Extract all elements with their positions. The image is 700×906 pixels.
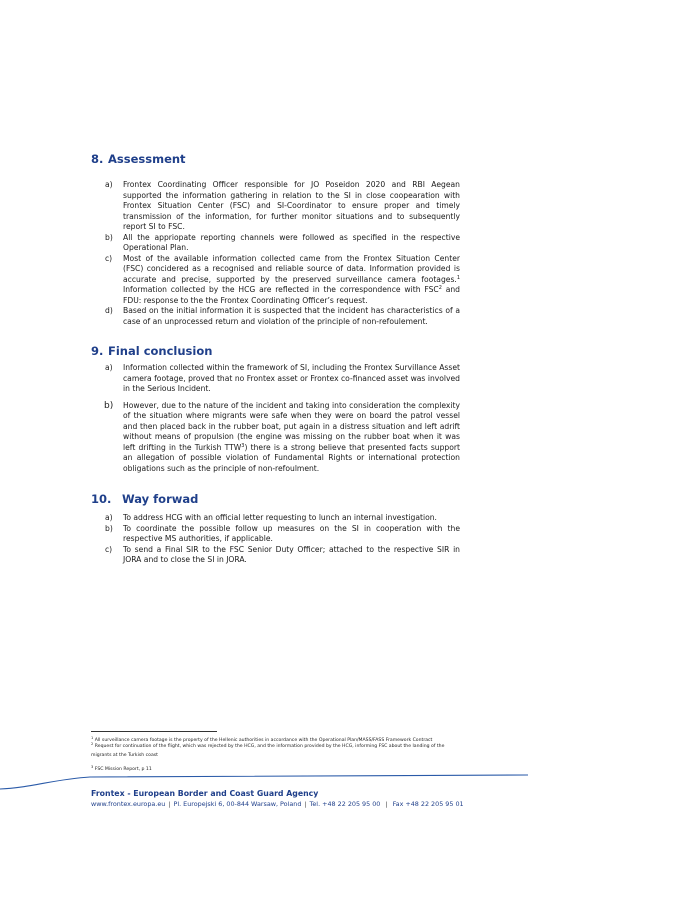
address: Pl. Europejski 6, 00-844 Warsaw, Poland [173, 800, 302, 808]
list-item-text: and FDU: response to the the Frontex Coordinating Officer’s request. [123, 285, 460, 305]
list-marker: a) [105, 363, 113, 372]
footnote-text: FSC Mission Report, p 11 [94, 767, 152, 772]
list-item-text: However, due to the nature of the incident and taking into consideration the complexity of the situation where migrants were safe when they were on board the patrol vessel and then placed back in the rubber boat, put again in a distress situation and left adrift without means of propulsion (the engine was missing on the rubber boat when it was left drifting in the Turkish TTW [123, 400, 460, 452]
assessment-list [91, 180, 460, 327]
list-item [91, 401, 460, 475]
list-item-text: Based on the initial information it is suspected that the incident has characteristics of a case of an unprocessed return and violation of the principle of non-refoulement. [123, 306, 460, 326]
list-marker: c) [105, 544, 113, 554]
footnote-reference: 3 [241, 442, 245, 449]
agency-name: Frontex - European Border and Coast Guard Agency [91, 789, 319, 798]
list-item-text: To address HCG with an official letter requesting to lunch an internal investigation. [123, 513, 437, 522]
separator: | [304, 800, 307, 808]
list-item-text: All the appriopate reporting channels were followed as specified in the respective Operational Plan. [123, 232, 460, 252]
list-marker: b) [104, 400, 114, 411]
list-item-text: Frontex Coordinating Officer responsible for JO Poseidon 2020 and RBI Aegean supported the information gathering in relation to the SI in close coopearation with Frontex Situation Center (FSC) and SI-Coordinator to ensure proper and timely transmission of the information, for further monitor situations and to subsequently report SI to FSC. [123, 180, 460, 231]
footnote-number: 1 [91, 736, 94, 740]
footnote-reference: 1 [456, 274, 460, 281]
list-item-text: To coordinate the possible follow up measures on the SI in cooperation with the respective MS authorities, if applicable. [123, 523, 460, 543]
section-title: Way forwad [122, 492, 199, 506]
list-marker: a) [105, 180, 113, 189]
list-item-text: Information collected within the framework of SI, including the Frontex Survillance Asset camera footage, proved that no Frontex asset or Frontex co-financed asset was involved in the Serious Incident. [123, 363, 460, 393]
footnote-2 [91, 742, 466, 760]
footnote-number: 3 [91, 765, 94, 769]
separator: | [168, 800, 171, 808]
list-marker: c) [105, 253, 113, 263]
list-item-text: ) there is a strong believe that presented facts support an allegation of possible violation of Fundamental Rights or international protection obligations such as the principle of non-refoulment. [123, 442, 460, 473]
list-item-text: To send a Final SIR to the FSC Senior Duty Officer; attached to the respective SIR in JORA and to close the SI in JORA. [123, 544, 460, 564]
list-marker: a) [105, 513, 113, 522]
section-title: Assessment [108, 152, 186, 166]
separator: | [385, 800, 388, 808]
list-item [91, 254, 460, 307]
list-marker: b) [105, 523, 113, 533]
list-marker: d) [105, 306, 113, 315]
section-number: 9. [91, 344, 104, 358]
list-item [91, 363, 460, 395]
footnote-reference: 2 [438, 285, 442, 291]
footnote-text: All surveillance camera footage is the property of the Hellenic authorities in accordance with the Operational Plan/MASS/FASS Framework Contract [94, 738, 433, 743]
footnote-number: 2 [91, 742, 94, 746]
footer-contacts [91, 800, 464, 808]
list-item-text: Information collected by the HCG are reflected in the correspondence with FSC [123, 285, 439, 294]
list-item [91, 545, 460, 566]
footnote-separator [91, 731, 217, 732]
footnote-text: Request for continuation of the flight, which was rejected by the HCG, and the information provided by the HCG, informing FSC about the landing of the migrants at the Turkish coast [91, 744, 445, 758]
list-item [91, 524, 460, 545]
telephone: Tel. +48 22 205 95 00 [309, 800, 383, 808]
section-heading-final-conclusion [91, 344, 212, 358]
section-heading-assessment [91, 152, 186, 166]
section-number: 10. [91, 492, 112, 506]
list-item [91, 306, 460, 327]
list-item [91, 513, 460, 524]
final-conclusion-list [91, 363, 460, 474]
section-number: 8. [91, 152, 104, 166]
section-title: Final conclusion [108, 344, 213, 358]
section-heading-way-forward [91, 492, 198, 506]
list-item [91, 180, 460, 233]
fax: Fax +48 22 205 95 01 [390, 800, 464, 808]
list-item-text: Most of the available information collected came from the Frontex Situation Center (FSC) concidered as a recognised and reliable source of data. Information provided is accurate and precise, supported by the preserved surveillance camera footages. [123, 253, 460, 284]
list-item [91, 233, 460, 254]
list-marker: b) [105, 232, 113, 242]
website-link[interactable]: www.frontex.europa.eu [91, 800, 166, 808]
way-forward-list [91, 513, 460, 566]
